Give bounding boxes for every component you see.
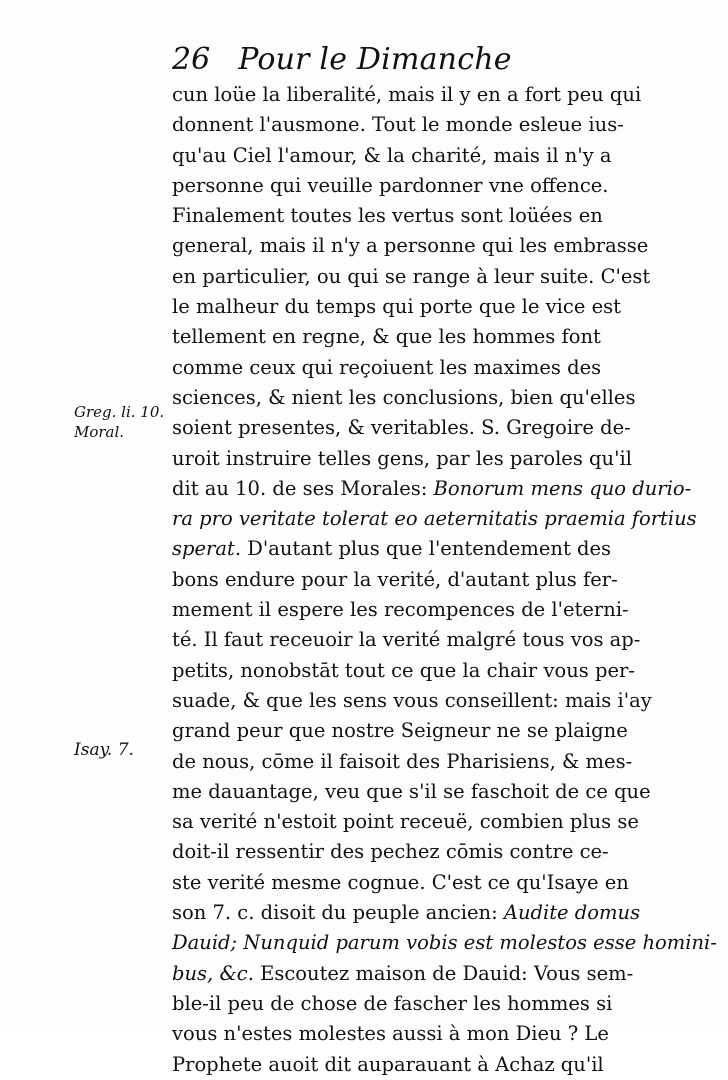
text-line-10: comme ceux qui reçoiuent les maximes des — [172, 355, 602, 379]
text-line-27: ste verité mesme cognue. C'est ce qu'Isaye en — [172, 870, 629, 894]
running-title: Pour le Dimanche — [238, 42, 512, 77]
text-line-29: Dauid; Nunquid parum vobis est molestos esse homini- — [172, 931, 717, 955]
margin-note-gregory — [74, 402, 164, 442]
margin-note-gregory-line1: Greg. li. 10. — [74, 403, 165, 421]
text-line-8: le malheur du temps qui porte que le vice est — [172, 295, 621, 319]
page-number: 26 — [172, 42, 211, 77]
text-line-20: petits, nonobstāt tout ce que la chair vous per- — [172, 658, 635, 682]
text-line-16 — [172, 534, 612, 564]
text-line-19: té. Il faut receuoir la verité malgré tous vos ap- — [172, 628, 641, 652]
text-line-7: en particulier, ou qui se range à leur suite. C'est — [172, 264, 651, 288]
margin-note-isaiah: Isay. 7. — [74, 740, 134, 760]
text-line-30 — [172, 959, 634, 989]
text-line-14-roman: dit au 10. de ses Morales: — [172, 476, 434, 500]
text-line-3: qu'au Ciel l'amour, & la charité, mais il n'y a — [172, 143, 612, 167]
text-line-16-roman: D'autant plus que l'entendement des — [241, 537, 612, 561]
text-line-21: suade, & que les sens vous conseillent: mais i'ay — [172, 688, 652, 712]
text-line-12: soient presentes, & veritables. S. Gregoire de- — [172, 416, 631, 440]
text-line-18: mement il espere les recompences de l'eterni- — [172, 598, 629, 622]
text-line-28-roman: son 7. c. disoit du peuple ancien: — [172, 901, 504, 925]
text-line-4: personne qui veuille pardonner vne offence. — [172, 173, 609, 197]
text-line-31: ble-il peu de chose de fascher les hommes si — [172, 991, 613, 1015]
text-line-25: sa verité n'estoit point receuë, combien plus se — [172, 810, 639, 834]
text-line-26: doit-il ressentir des pechez cōmis contre ce- — [172, 840, 609, 864]
body-text — [172, 80, 717, 1080]
text-line-32: vous n'estes molestes aussi à mon Dieu ? Le — [172, 1022, 609, 1046]
text-line-5: Finalement toutes les vertus sont loüées en — [172, 204, 603, 228]
latin-isaiah-start: Audite domus — [503, 901, 641, 925]
latin-quote-end: sperat. — [172, 537, 242, 561]
text-line-30-roman: Escoutez maison de Dauid: Vous sem- — [253, 961, 634, 985]
latin-quote-start: Bonorum mens quo durio- — [433, 476, 692, 500]
text-line-2: donnent l'ausmone. Tout le monde esleue ius- — [172, 113, 624, 137]
page-header — [172, 42, 602, 82]
text-line-22: grand peur que nostre Seigneur ne se plaigne — [172, 719, 628, 743]
text-line-14 — [172, 474, 692, 504]
text-line-23: de nous, cōme il faisoit des Pharisiens, & mes- — [172, 749, 633, 773]
text-line-15: ra pro veritate tolerat eo aeternitatis praemia fortius — [172, 507, 697, 531]
text-line-9: tellement en regne, & que les hommes font — [172, 325, 601, 349]
text-line-13: uroit instruire telles gens, par les paroles qu'il — [172, 446, 632, 470]
text-line-24: me dauantage, veu que s'il se faschoit de ce que — [172, 779, 651, 803]
text-line-17: bons endure pour la verité, d'autant plus fer- — [172, 567, 618, 591]
latin-isaiah-end: bus, &c. — [172, 961, 254, 985]
text-line-1: cun loüe la liberalité, mais il y en a fort peu qui — [172, 83, 642, 106]
text-line-6: general, mais il n'y a personne qui les embrasse — [172, 234, 649, 258]
text-line-11: sciences, & nient les conclusions, bien qu'elles — [172, 385, 636, 409]
margin-note-gregory-line2: Moral. — [74, 423, 125, 441]
text-line-33: Prophete auoit dit auparauant à Achaz qu'il — [172, 1052, 604, 1076]
text-line-28 — [172, 898, 641, 928]
